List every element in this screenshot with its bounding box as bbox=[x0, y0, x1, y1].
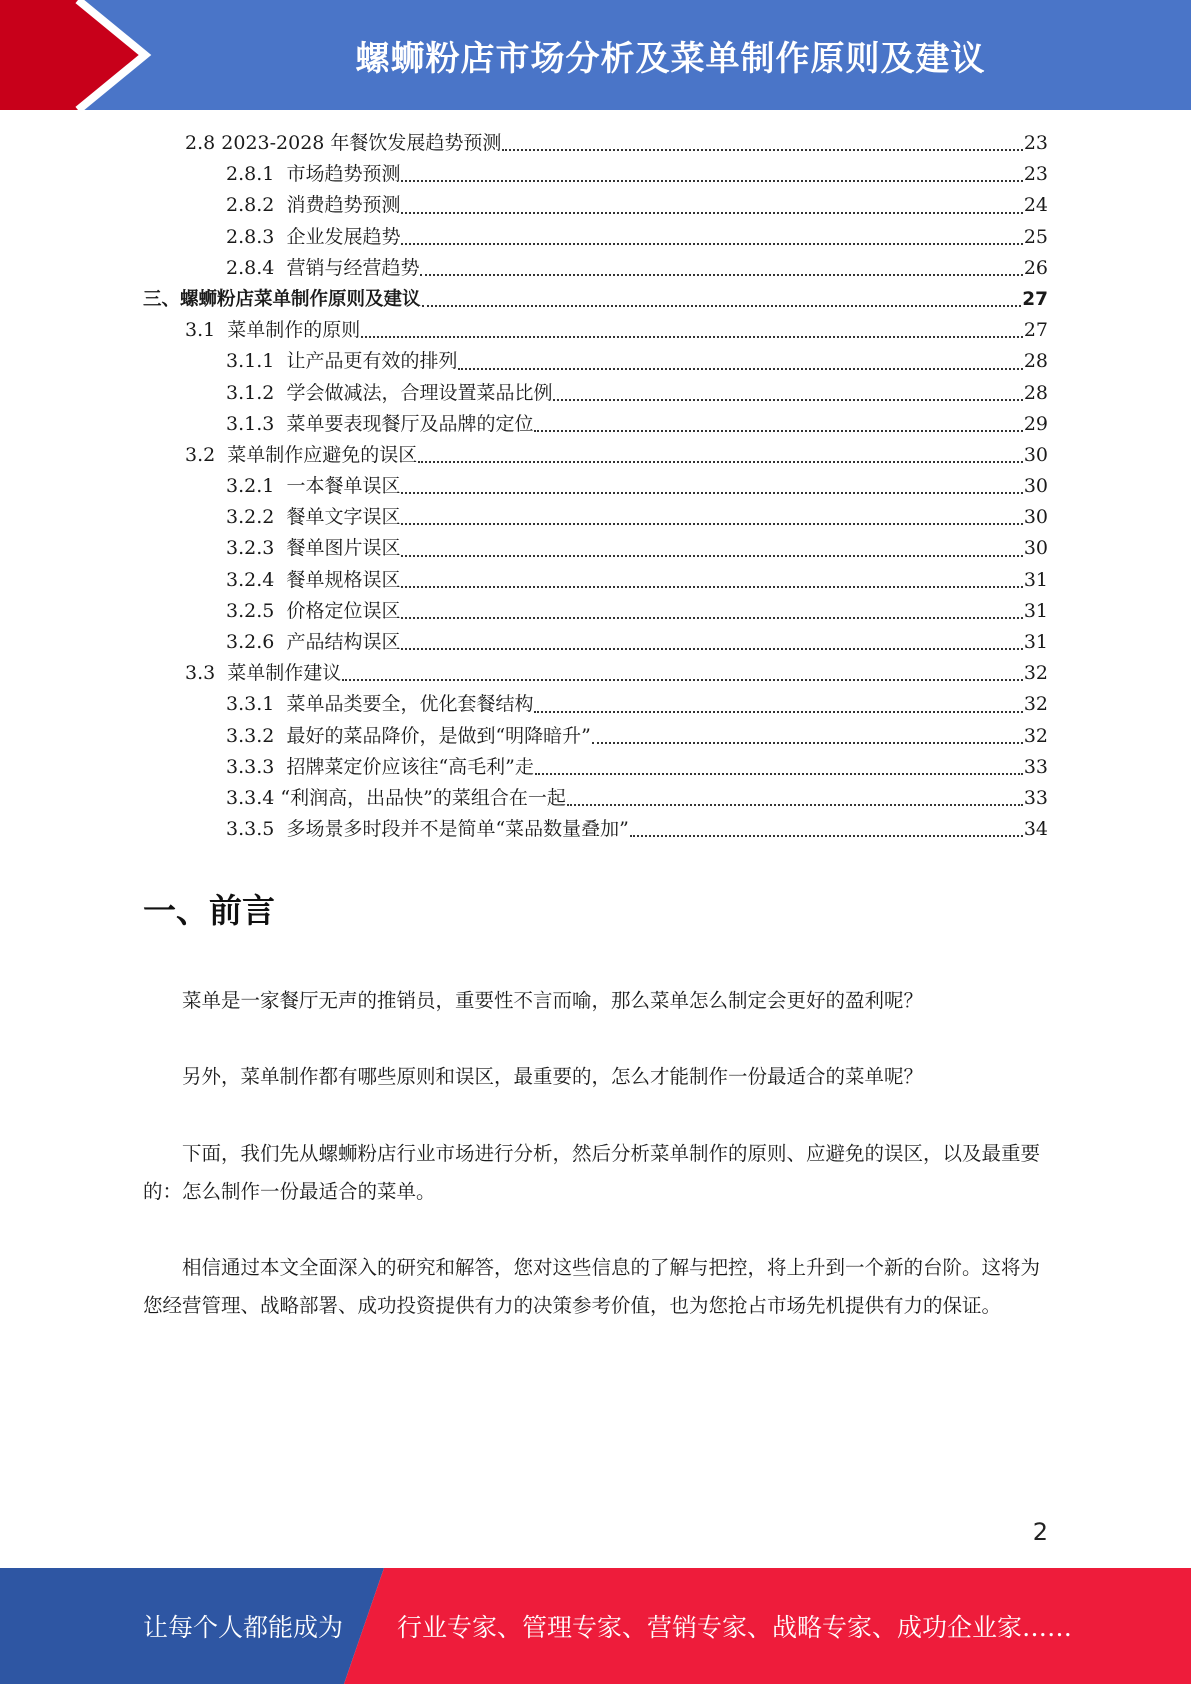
paragraph-text: 相信通过本文全面深入的研究和解答，您对这些信息的了解与把控，将上升到一个新的台阶。这将为您经营管理、战略部署、成功投资提供有力的决策参考价值，也为您抢占市场先机提供有力的保证。 bbox=[143, 1256, 1041, 1317]
toc-entry-label: 菜单品类要全，优化套餐结构 bbox=[286, 693, 534, 716]
toc-entry-page: 30 bbox=[1023, 506, 1048, 529]
toc-entry-label: 学会做减法，合理设置菜品比例 bbox=[286, 381, 553, 404]
toc-entry-page: 23 bbox=[1023, 132, 1048, 154]
page-footer bbox=[0, 1568, 1191, 1684]
toc-entry-page: 24 bbox=[1023, 194, 1048, 217]
toc-entry-label: 餐单图片误区 bbox=[286, 537, 401, 560]
toc-dot-leader bbox=[401, 585, 1022, 588]
toc-entry-page: 30 bbox=[1023, 443, 1048, 466]
toc-entry[interactable] bbox=[143, 440, 1048, 471]
toc-entry-number: 3.3.1 bbox=[226, 693, 287, 716]
toc-entry-page: 30 bbox=[1023, 475, 1048, 498]
paragraph-3 bbox=[143, 1135, 1048, 1211]
toc-dot-leader bbox=[401, 491, 1022, 494]
table-of-contents bbox=[143, 128, 1048, 845]
toc-entry-label: 2023-2028 年餐饮发展趋势预测 bbox=[221, 132, 502, 154]
toc-dot-leader bbox=[535, 772, 1023, 775]
toc-entry[interactable] bbox=[143, 533, 1048, 564]
toc-entry[interactable] bbox=[143, 159, 1048, 190]
toc-entry[interactable] bbox=[143, 721, 1048, 752]
toc-entry-page: 32 bbox=[1023, 662, 1048, 685]
toc-dot-leader bbox=[567, 803, 1023, 806]
toc-entry-number: 3.3.3 bbox=[226, 755, 287, 778]
toc-entry-page: 32 bbox=[1023, 693, 1048, 716]
toc-entry[interactable] bbox=[143, 315, 1048, 346]
toc-entry-number: 3.3.5 bbox=[226, 818, 287, 841]
toc-entry-number: 3.2.4 bbox=[226, 568, 287, 591]
toc-dot-leader bbox=[592, 741, 1023, 744]
toc-dot-leader bbox=[401, 616, 1022, 619]
paragraph-text: 另外，菜单制作都有哪些原则和误区，最重要的，怎么才能制作一份最适合的菜单呢？ bbox=[182, 1065, 924, 1088]
toc-entry-page: 23 bbox=[1023, 163, 1048, 186]
toc-entry-number: 3.3 bbox=[185, 662, 228, 685]
toc-entry[interactable] bbox=[143, 502, 1048, 533]
paragraph-4 bbox=[143, 1249, 1048, 1325]
toc-entry-label: 餐单文字误区 bbox=[286, 506, 401, 529]
toc-entry-number: 3.3.2 bbox=[226, 724, 287, 747]
footer-slogan-left: 让每个人都能成为 bbox=[143, 1613, 344, 1642]
toc-entry-label: 招牌菜定价应该往“高毛利”走 bbox=[286, 755, 534, 778]
toc-entry-page: 27 bbox=[1022, 288, 1048, 310]
toc-entry-page: 33 bbox=[1023, 755, 1048, 778]
toc-entry-label: 餐单规格误区 bbox=[286, 568, 401, 591]
toc-entry-number: 2.8.1 bbox=[226, 163, 287, 186]
toc-entry-label: 多场景多时段并不是简单“菜品数量叠加” bbox=[286, 818, 629, 841]
paragraph-1 bbox=[143, 982, 1048, 1020]
toc-dot-leader bbox=[361, 335, 1023, 338]
toc-entry[interactable] bbox=[143, 378, 1048, 409]
paragraph-2 bbox=[143, 1058, 1048, 1096]
toc-entry-number: 3.1.2 bbox=[226, 381, 287, 404]
toc-dot-leader bbox=[553, 398, 1022, 401]
footer-slogan-right: 行业专家、管理专家、营销专家、战略专家、成功企业家…… bbox=[397, 1613, 1073, 1642]
toc-entry-page: 28 bbox=[1023, 381, 1048, 404]
toc-entry-page: 32 bbox=[1023, 724, 1048, 747]
page-number: 2 bbox=[1032, 1518, 1048, 1546]
toc-entry-label: 三、螺蛳粉店菜单制作原则及建议 bbox=[143, 288, 421, 310]
toc-dot-leader bbox=[420, 273, 1022, 276]
toc-entry-page: 31 bbox=[1023, 568, 1048, 591]
toc-entry-page: 34 bbox=[1023, 818, 1048, 841]
toc-entry-number: 3.2.6 bbox=[226, 631, 287, 653]
paragraph-text: 下面，我们先从螺蛳粉店行业市场进行分析，然后分析菜单制作的原则、应避免的误区，以及最重要的：怎么制作一份最适合的菜单。 bbox=[143, 1142, 1041, 1203]
paragraph-text: 菜单是一家餐厅无声的推销员，重要性不言而喻，那么菜单怎么制定会更好的盈利呢？ bbox=[182, 989, 924, 1012]
toc-entry-label: 市场趋势预测 bbox=[286, 163, 401, 186]
toc-entry-number: 3.1.1 bbox=[226, 350, 287, 373]
toc-entry-label: 价格定位误区 bbox=[286, 599, 401, 622]
toc-entry[interactable] bbox=[143, 752, 1048, 783]
toc-entry-label: 营销与经营趋势 bbox=[286, 256, 420, 279]
toc-dot-leader bbox=[502, 148, 1022, 151]
toc-entry-page: 31 bbox=[1023, 631, 1048, 653]
toc-entry[interactable] bbox=[143, 627, 1048, 658]
toc-entry-label: 产品结构误区 bbox=[286, 631, 401, 653]
toc-entry[interactable] bbox=[143, 409, 1048, 440]
toc-entry-number: 3.2.5 bbox=[226, 599, 287, 622]
toc-dot-leader bbox=[458, 367, 1022, 370]
toc-dot-leader bbox=[534, 429, 1022, 432]
toc-entry-page: 30 bbox=[1023, 537, 1048, 560]
toc-entry-page: 28 bbox=[1023, 350, 1048, 373]
toc-entry-number: 2.8.2 bbox=[226, 194, 287, 217]
toc-entry-number: 2.8.3 bbox=[226, 225, 287, 248]
toc-entry-number: 3.1.3 bbox=[226, 412, 287, 435]
toc-entry-number: 3.2.3 bbox=[226, 537, 287, 560]
toc-entry[interactable] bbox=[143, 128, 1048, 159]
toc-dot-leader bbox=[401, 647, 1022, 650]
header-title: 螺蛳粉店市场分析及菜单制作原则及建议 bbox=[355, 38, 986, 79]
toc-entry-number: 3.2.2 bbox=[226, 506, 287, 529]
toc-entry-page: 25 bbox=[1023, 225, 1048, 248]
toc-entry-label: 一本餐单误区 bbox=[286, 475, 401, 498]
toc-entry-page: 26 bbox=[1023, 256, 1048, 279]
toc-entry-number: 3.3.4 bbox=[226, 786, 281, 809]
toc-entry[interactable] bbox=[143, 814, 1048, 845]
toc-entry-label: 菜单制作应避免的误区 bbox=[227, 443, 418, 466]
toc-entry-label: 最好的菜品降价，是做到“明降暗升” bbox=[286, 724, 591, 747]
toc-entry[interactable] bbox=[143, 565, 1048, 596]
toc-entry-number: 3.2 bbox=[185, 443, 228, 466]
toc-entry-label: 让产品更有效的排列 bbox=[286, 350, 458, 373]
toc-dot-leader bbox=[630, 834, 1023, 837]
toc-entry-label: 企业发展趋势 bbox=[286, 225, 401, 248]
page-header bbox=[0, 0, 1191, 110]
toc-entry-label: 消费趋势预测 bbox=[286, 194, 401, 217]
toc-entry-page: 27 bbox=[1023, 319, 1048, 342]
toc-dot-leader bbox=[534, 710, 1022, 713]
toc-entry[interactable] bbox=[143, 783, 1048, 814]
section-title: 一、前言 bbox=[143, 891, 275, 930]
toc-entry-page: 31 bbox=[1023, 599, 1048, 622]
toc-entry[interactable] bbox=[143, 689, 1048, 720]
toc-entry[interactable] bbox=[143, 190, 1048, 221]
toc-dot-leader bbox=[401, 179, 1022, 182]
toc-dot-leader bbox=[401, 554, 1022, 557]
toc-entry[interactable] bbox=[143, 658, 1048, 689]
toc-entry-page: 33 bbox=[1023, 786, 1048, 809]
toc-dot-leader bbox=[401, 522, 1022, 525]
toc-entry[interactable] bbox=[143, 253, 1048, 284]
toc-entry-label: “利润高，出品快”的菜组合在一起 bbox=[280, 786, 566, 809]
toc-entry-number: 2.8.4 bbox=[226, 256, 287, 279]
toc-entry-label: 菜单要表现餐厅及品牌的定位 bbox=[286, 412, 534, 435]
toc-dot-leader bbox=[422, 304, 1022, 307]
toc-entry-label: 菜单制作的原则 bbox=[227, 319, 361, 342]
toc-entry-page: 29 bbox=[1023, 412, 1048, 435]
toc-entry[interactable] bbox=[143, 346, 1048, 377]
toc-entry[interactable] bbox=[143, 284, 1048, 315]
toc-entry-number: 3.2.1 bbox=[226, 475, 287, 498]
toc-entry[interactable] bbox=[143, 471, 1048, 502]
toc-dot-leader bbox=[401, 211, 1022, 214]
toc-dot-leader bbox=[418, 460, 1023, 463]
toc-dot-leader bbox=[401, 242, 1022, 245]
toc-entry[interactable] bbox=[143, 222, 1048, 253]
toc-entry-label: 菜单制作建议 bbox=[227, 662, 342, 685]
toc-entry-number: 2.8 bbox=[185, 132, 222, 154]
toc-entry-number: 3.1 bbox=[185, 319, 228, 342]
toc-dot-leader bbox=[342, 678, 1023, 681]
toc-entry[interactable] bbox=[143, 596, 1048, 627]
